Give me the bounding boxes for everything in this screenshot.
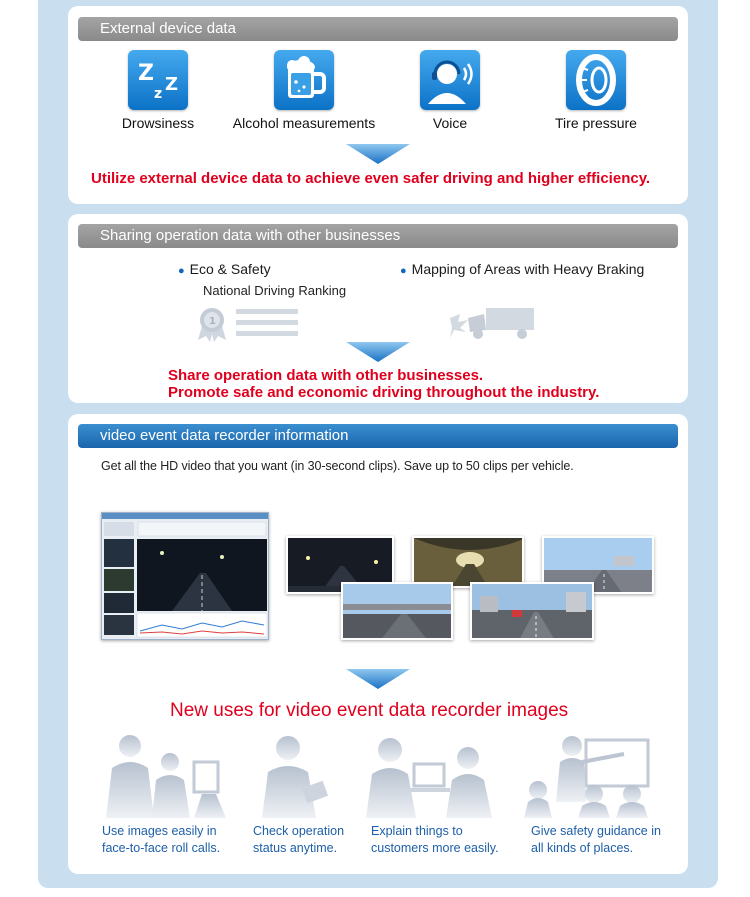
use-caption-operation-status (253, 823, 344, 857)
roll-call-people-icon (98, 732, 238, 823)
sharing-operation-panel (68, 214, 688, 403)
bullet-dot-icon: ● (178, 265, 185, 277)
device-label-tire-pressure: Tire pressure (555, 115, 637, 131)
section-title-video-recorder: video event data recorder information (78, 424, 678, 448)
explain-customers-icon (364, 732, 498, 823)
use-caption-line: Use images easily in (102, 824, 217, 838)
use-caption-line: Explain things to (371, 824, 463, 838)
use-caption-safety-guidance (531, 823, 661, 857)
device-label-voice: Voice (432, 115, 468, 131)
safety-guidance-presentation-icon (524, 732, 658, 823)
svg-text:Z: Z (165, 74, 179, 95)
video-clip-city-road-image (470, 582, 594, 640)
national-ranking-label: National Driving Ranking (203, 283, 347, 298)
new-uses-headline: New uses for video event data recorder images (170, 700, 569, 721)
use-caption-line: all kinds of places. (531, 841, 634, 855)
zzz-sleep-icon (128, 50, 188, 110)
bullet-heavy-braking (400, 261, 644, 277)
use-caption-line: status anytime. (253, 841, 338, 855)
external-device-panel (68, 6, 688, 204)
headset-operator-icon (420, 50, 480, 110)
video-recorder-panel (68, 414, 688, 874)
video-viewer-software-image (101, 512, 269, 640)
bullet-heavy-braking-label: Mapping of Areas with Heavy Braking (411, 261, 645, 277)
tire-icon (566, 50, 626, 110)
ranking-medal-icon (196, 304, 304, 347)
braking-truck-icon (448, 304, 540, 349)
bullet-dot-icon: ● (400, 265, 407, 277)
sharing-message-line1: Share operation data with other businesses. (168, 367, 484, 384)
video-clip-overpass-image (341, 582, 453, 640)
tablet-user-icon (256, 732, 340, 823)
svg-text:z: z (154, 86, 163, 102)
external-device-message: Utilize external device data to achieve even safer driving and higher efficiency. (91, 170, 651, 187)
beer-mug-icon (274, 50, 334, 110)
use-caption-line: Give safety guidance in (531, 824, 661, 838)
device-label-drowsiness: Drowsiness (121, 115, 195, 131)
svg-text:Z: Z (138, 61, 154, 86)
section-title-external-device: External device data (78, 17, 678, 41)
use-caption-line: customers more easily. (371, 841, 499, 855)
bullet-eco-safety-label: Eco & Safety (189, 261, 271, 277)
use-caption-line: Check operation (253, 824, 345, 838)
video-recorder-description: Get all the HD video that you want (in 30-second clips). Save up to 50 clips per vehicle. (101, 459, 574, 473)
use-caption-customers (371, 823, 499, 857)
sharing-message-line2: Promote safe and economic driving throughout the industry. (168, 384, 600, 401)
use-caption-roll-calls (102, 823, 220, 857)
svg-text:1: 1 (209, 316, 216, 327)
bullet-eco-safety (178, 261, 271, 277)
device-label-alcohol: Alcohol measurements (232, 115, 376, 131)
video-clip-tunnel-image (412, 536, 524, 588)
section-title-sharing: Sharing operation data with other businesses (78, 224, 678, 248)
use-caption-line: face-to-face roll calls. (102, 841, 221, 855)
